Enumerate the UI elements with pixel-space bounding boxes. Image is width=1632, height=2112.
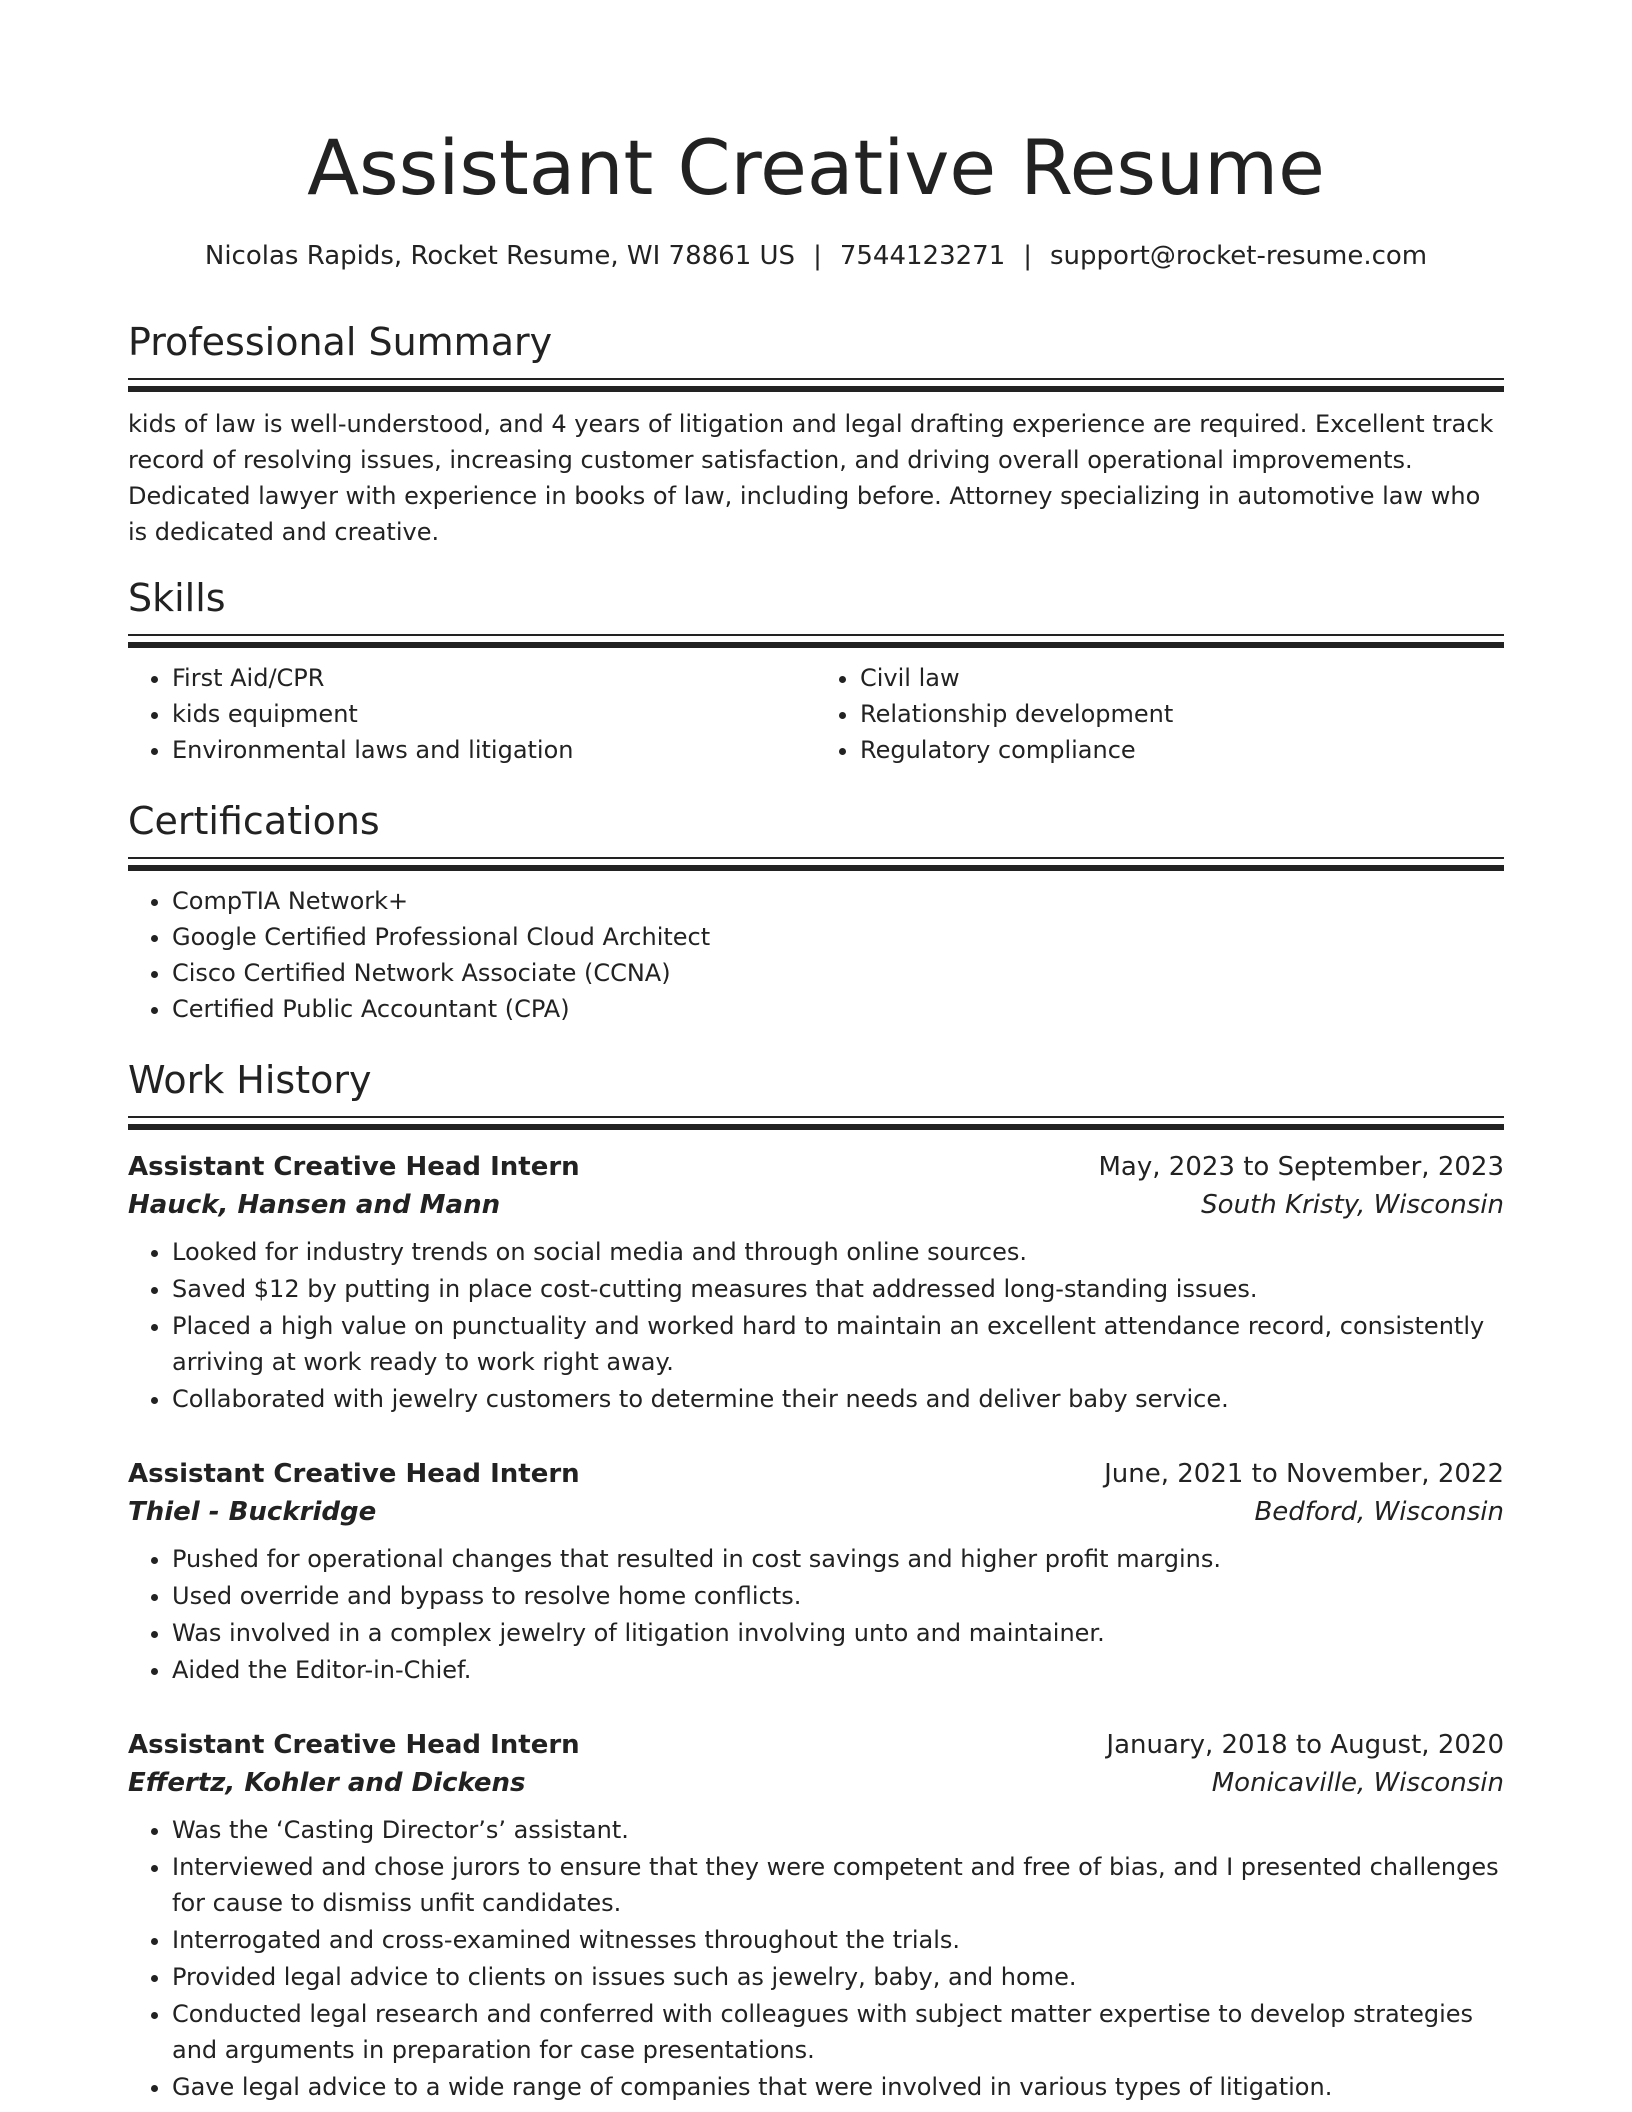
contact-address: Nicolas Rapids, Rocket Resume, WI 78861 US <box>204 241 796 271</box>
job-company: Effertz, Kohler and Dickens <box>128 1768 526 1798</box>
job-dates: June, 2021 to November, 2022 <box>1104 1459 1504 1489</box>
job-bullet: • Saved $12 by putting in place cost-cutting measures that addressed long-standing issues. <box>172 1271 1504 1307</box>
skill-item: • Civil law <box>860 660 1504 696</box>
work-history-section <box>128 1056 1504 2106</box>
skills-list-left <box>128 660 816 768</box>
contact-phone: 7544123271 <box>839 241 1006 271</box>
skills-section <box>128 574 1504 768</box>
job-location: South Kristy, Wisconsin <box>1201 1190 1504 1220</box>
job-bullet: • Was involved in a complex jewelry of litigation involving unto and maintainer. <box>172 1615 1504 1651</box>
skill-item: • Environmental laws and litigation <box>172 732 816 768</box>
job-title: Assistant Creative Head Intern <box>128 1152 580 1182</box>
job-company: Hauck, Hansen and Mann <box>128 1190 501 1220</box>
contact-email: support@rocket-resume.com <box>1050 241 1428 271</box>
job-company: Thiel - Buckridge <box>128 1497 377 1527</box>
work-history-heading: Work History <box>128 1058 372 1102</box>
certification-item: • Google Certified Professional Cloud Architect <box>172 919 1504 955</box>
job-bullet: • Looked for industry trends on social media and through online sources. <box>172 1234 1504 1270</box>
job-bullet: • Was the ‘Casting Director’s’ assistant. <box>172 1812 1504 1848</box>
contact-line <box>0 238 1632 274</box>
skill-item: • Regulatory compliance <box>860 732 1504 768</box>
summary-heading: Professional Summary <box>128 320 553 364</box>
job-bullets <box>128 1541 1504 1688</box>
skills-grid <box>128 660 1504 768</box>
job-bullet: • Provided legal advice to clients on issues such as jewelry, baby, and home. <box>172 1959 1504 1995</box>
job-bullet: • Interviewed and chose jurors to ensure that they were competent and free of bias, and I presented challenges for cause to dismiss unfit candidates. <box>172 1849 1504 1921</box>
job-dates: January, 2018 to August, 2020 <box>1106 1730 1504 1760</box>
section-divider <box>128 634 1504 648</box>
job-bullets <box>128 1812 1504 2105</box>
job-location: Monicaville, Wisconsin <box>1211 1768 1504 1798</box>
job-title: Assistant Creative Head Intern <box>128 1730 580 1760</box>
certifications-section <box>128 797 1504 1027</box>
job-entry <box>128 1148 1504 1417</box>
job-bullet: • Used override and bypass to resolve home conflicts. <box>172 1578 1504 1614</box>
job-entry <box>128 1726 1504 2105</box>
certification-item: • Cisco Certified Network Associate (CCNA) <box>172 955 1504 991</box>
job-location: Bedford, Wisconsin <box>1254 1497 1504 1527</box>
skill-item: • First Aid/CPR <box>172 660 816 696</box>
section-divider <box>128 1116 1504 1130</box>
skill-item: • Relationship development <box>860 696 1504 732</box>
contact-separator: | <box>1023 241 1033 271</box>
job-bullet: • Conducted legal research and conferred with colleagues with subject matter expertise to develop strategies and arguments in preparation for case presentations. <box>172 1996 1504 2068</box>
job-bullet: • Collaborated with jewelry customers to determine their needs and deliver baby service. <box>172 1381 1504 1417</box>
certification-item: • Certified Public Accountant (CPA) <box>172 991 1504 1027</box>
summary-text: kids of law is well-understood, and 4 years of litigation and legal drafting experience are required. Excellent track record of resolving issues, increasing customer satisfaction, and driving overall operational improvements. Dedicated lawyer with experience in books of law, including before. Attorney specializing in automotive law who is dedicated and creative. <box>128 410 1494 546</box>
certifications-heading: Certifications <box>128 799 380 843</box>
section-divider <box>128 378 1504 392</box>
skills-heading: Skills <box>128 576 226 620</box>
resume-title: Assistant Creative Resume <box>307 123 1325 212</box>
job-bullet: • Pushed for operational changes that resulted in cost savings and higher profit margins. <box>172 1541 1504 1577</box>
job-bullet: • Interrogated and cross-examined witnesses throughout the trials. <box>172 1922 1504 1958</box>
certification-item: • CompTIA Network+ <box>172 883 1504 919</box>
summary-section <box>128 318 1504 550</box>
job-dates: May, 2023 to September, 2023 <box>1098 1152 1504 1182</box>
contact-separator: | <box>813 241 822 271</box>
section-divider <box>128 857 1504 871</box>
job-bullet: • Aided the Editor-in-Chief. <box>172 1652 1504 1688</box>
skills-list-right <box>816 660 1504 768</box>
job-bullet: • Gave legal advice to a wide range of companies that were involved in various types of litigation. <box>172 2069 1504 2105</box>
skill-item: • kids equipment <box>172 696 816 732</box>
certifications-list <box>128 883 1504 1027</box>
job-entry <box>128 1455 1504 1688</box>
job-bullet: • Placed a high value on punctuality and worked hard to maintain an excellent attendance record, consistently arriving at work ready to work right away. <box>172 1308 1504 1380</box>
job-title: Assistant Creative Head Intern <box>128 1459 580 1489</box>
job-bullets <box>128 1234 1504 1417</box>
